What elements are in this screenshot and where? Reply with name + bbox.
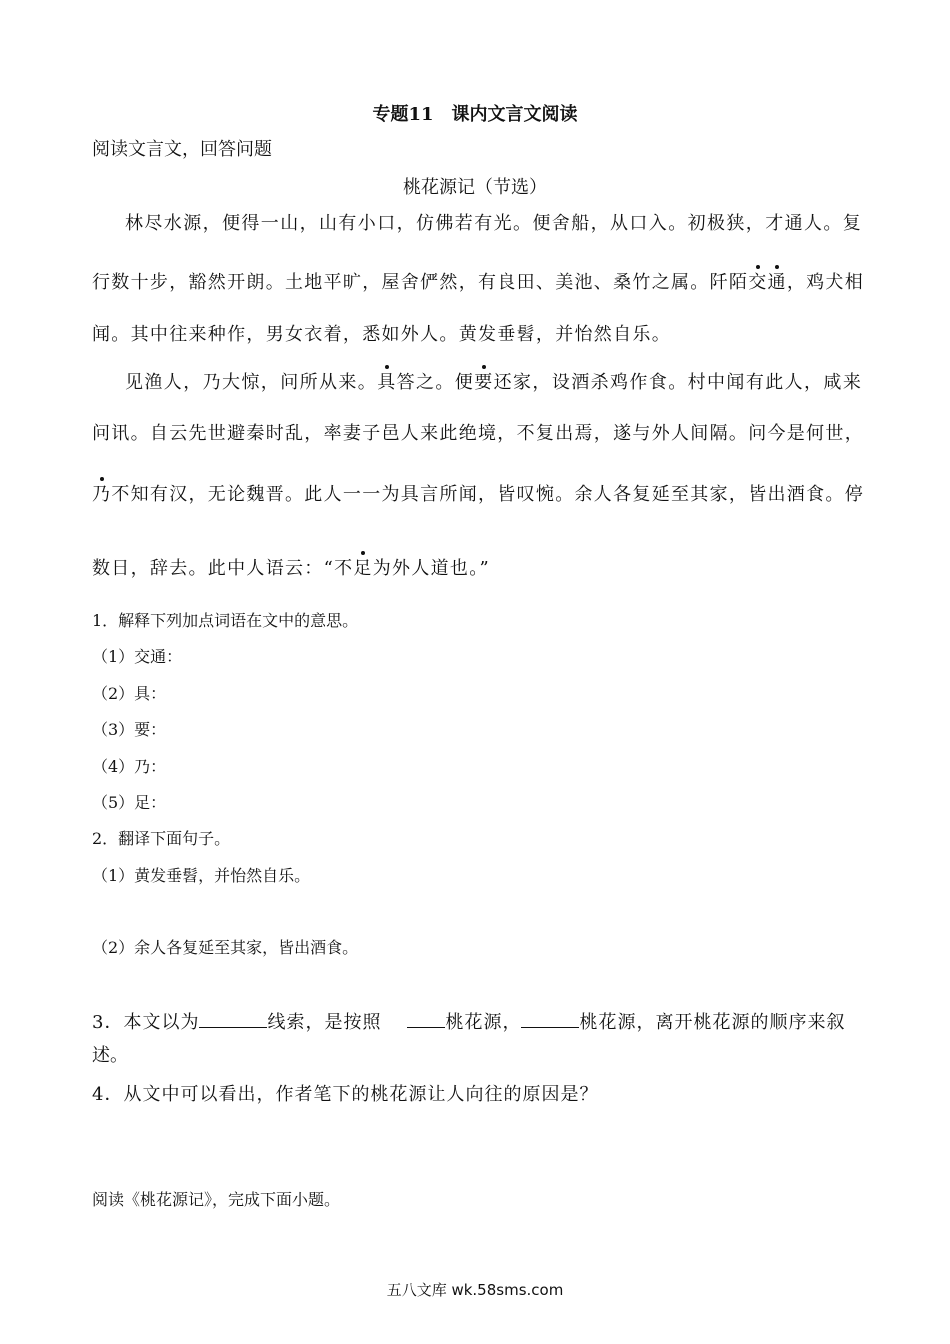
text-run: ，鸡犬相 [786,272,865,293]
question-1-stem: 1．解释下列加点词语在文中的意思。 [92,611,359,630]
question-1-item: （1）交通： [92,647,183,666]
dotted-word: 具 [377,370,396,396]
footer-watermark: 五八文库 wk.58sms.com [386,1281,564,1299]
question-1-item: （3）要： [92,720,167,739]
answer-blank[interactable] [199,1009,267,1028]
question-4-stem: 4．从文中可以看出，作者笔下的桃花源让人向往的原因是？ [92,1084,599,1105]
text-run: 为外人道也。” [372,558,491,579]
dotted-word: 要 [474,370,493,396]
question-1-item: （5）足： [92,793,167,812]
question-2-item: （2）余人各复延至其家，皆出酒食。 [92,938,359,957]
passage-line [92,556,490,582]
question-3-line [92,1009,845,1036]
passage-line: 闻。其中往来种作，男女衣着，悉如外人。黄发垂髫，并怡然自乐。 [92,324,671,345]
answer-blank[interactable] [521,1009,579,1028]
dotted-word: 通 [768,270,787,296]
text-run: 桃花源， [445,1012,522,1033]
passage-heading: 桃花源记（节选） [403,177,547,198]
question-1-item: （2）具： [92,684,167,703]
question-2-stem: 2．翻译下面句子。 [92,829,231,848]
text-run: 还家，设酒杀鸡作食。村中闻有此人，咸来 [493,372,863,393]
text-run: 数日，辞去。此中人语云：“不 [92,558,354,579]
question-1-item: （4）乃： [92,757,167,776]
text-run: 答之。便 [396,372,475,393]
instruction: 阅读文言文，回答问题 [92,139,272,160]
text-run: 线索，是按照 [267,1012,382,1033]
passage-line [125,370,862,396]
passage-line [92,270,864,296]
text-run: 不知有汉，无论魏晋。此人一一为具言所闻，皆叹惋。余人各复延至其家，皆出酒食。停 [111,484,865,505]
question-2-item: （1）黄发垂髫，并怡然自乐。 [92,866,311,885]
question-3-continued: 述。 [92,1045,128,1066]
dotted-word: 足 [353,556,372,582]
text-run: 见渔人，乃大惊，问所从来。 [125,372,378,393]
next-section-instruction: 阅读《桃花源记》，完成下面小题。 [92,1190,341,1209]
text-run: 3．本文以为 [92,1012,200,1033]
text-run: 桃花源，离开桃花源的顺序来叙 [579,1012,846,1033]
dotted-word: 交 [748,270,767,296]
passage-line [92,482,864,508]
text-run: 行数十步，豁然开朗。土地平旷，屋舍俨然，有良田、美池、桑竹之属。阡陌 [92,272,749,293]
page-title: 专题11 课内文言文阅读 [372,104,578,125]
answer-blank[interactable] [407,1009,445,1028]
passage-line: 问讯。自云先世避秦时乱，率妻子邑人来此绝境，不复出焉，遂与外人间隔。问今是何世， [92,423,864,444]
passage-line: 林尽水源，便得一山，山有小口，仿佛若有光。便舍船，从口入。初极狭，才通人。复 [125,213,863,234]
dotted-word: 乃 [92,482,111,508]
